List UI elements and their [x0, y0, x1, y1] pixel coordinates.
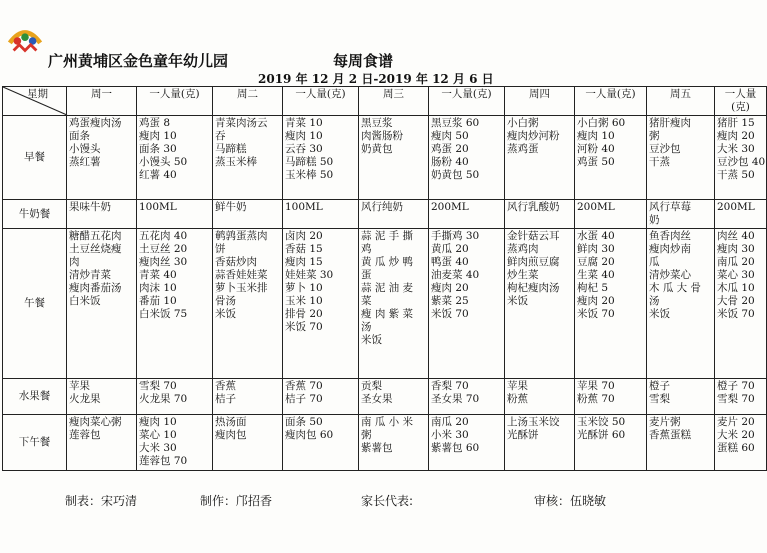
dish-line: 土豆丝烧瘦 [69, 243, 122, 255]
amount-line: 大米 20 [717, 429, 755, 441]
dish-line: 马蹄糕 [215, 143, 247, 155]
amount-line: 黄瓜 20 [431, 243, 469, 255]
dish-line: 肉 [69, 256, 80, 268]
dish-line: 苹果 [69, 380, 90, 392]
amount-cell [137, 415, 213, 471]
dish-cell [359, 116, 429, 200]
amount-header: 一人量(克) [575, 87, 647, 116]
dish-line: 鸡蛋瘦肉汤 [69, 117, 122, 129]
meal-label: 下午餐 [3, 415, 67, 471]
amount-line: 排骨 20 [285, 308, 323, 320]
day-header: 周四 [505, 87, 575, 116]
amount-cell [715, 415, 767, 471]
amount-line: 鲜肉 30 [577, 243, 615, 255]
day-header: 周三 [359, 87, 429, 116]
meal-label: 早餐 [3, 116, 67, 200]
maker-signature: 制表：宋巧清 [65, 494, 138, 508]
amount-line: 鸡蛋 20 [431, 143, 469, 155]
amount-line: 豆沙包 40 [717, 156, 766, 168]
amount-line: 小米 30 [431, 429, 469, 441]
day-header: 周二 [213, 87, 283, 116]
amount-line: 大米 30 [139, 442, 177, 454]
amount-cell [283, 116, 359, 200]
day-header: 周一 [67, 87, 137, 116]
amount-line: 香蕉 70 [285, 380, 323, 392]
amount-line: 青菜 40 [139, 269, 177, 281]
dish-cell [647, 379, 715, 415]
header-row [3, 87, 767, 116]
amount-cell [283, 200, 359, 229]
amount-cell [575, 200, 647, 229]
dish-line: 肉酱肠粉 [361, 130, 403, 142]
dish-line: 炒生菜 [507, 269, 539, 281]
amount-line: 雪梨 70 [717, 393, 755, 405]
dish-line: 糖醋五花肉 [69, 230, 122, 242]
amount-cell [715, 229, 767, 379]
meal-row [3, 200, 767, 229]
amount-line: 苹果 70 [577, 380, 615, 392]
amount-line: 瘦肉 30 [717, 243, 755, 255]
amount-line: 番茄 10 [139, 295, 177, 307]
dish-line: 枸杞瘦肉汤 [507, 282, 560, 294]
dish-line: 桔子 [215, 393, 236, 405]
meal-row [3, 116, 767, 200]
amount-line: 200ML [577, 201, 615, 213]
dish-line: 菜 [361, 295, 372, 307]
dish-line: 鲜肉煎豆腐 [507, 256, 560, 268]
dish-line: 瘦肉包 [215, 429, 247, 441]
amount-cell [283, 229, 359, 379]
dish-cell [213, 116, 283, 200]
dish-line: 干蒸 [649, 156, 670, 168]
dish-cell [67, 415, 137, 471]
amount-cell [715, 116, 767, 200]
amount-line: 木瓜 10 [717, 282, 755, 294]
dish-line: 奶 [649, 214, 660, 226]
amount-line: 100ML [285, 201, 323, 213]
dish-cell [213, 229, 283, 379]
dish-cell [505, 229, 575, 379]
amount-line: 面条 30 [139, 143, 177, 155]
corner-cell [3, 87, 67, 116]
dish-cell [213, 415, 283, 471]
amount-cell [715, 200, 767, 229]
dish-line: 瘦肉番茄汤 [69, 282, 122, 294]
dish-cell [505, 415, 575, 471]
dish-line: 面条 [69, 130, 90, 142]
meal-row [3, 229, 767, 379]
meal-label: 午餐 [3, 229, 67, 379]
amount-line: 菜心 10 [139, 429, 177, 441]
dish-cell [647, 116, 715, 200]
amount-line: 鸡蛋 8 [139, 117, 171, 129]
amount-line: 奶黄包 50 [431, 169, 480, 181]
amount-header: 一人量(克) [283, 87, 359, 116]
amount-line: 火龙果 70 [139, 393, 188, 405]
dish-line: 火龙果 [69, 393, 101, 405]
amount-line: 光酥饼 60 [577, 429, 626, 441]
dish-line: 瘦肉菜心粥 [69, 416, 122, 428]
dish-line: 白米饭 [69, 295, 101, 307]
dish-line: 紫薯包 [361, 442, 393, 454]
dish-cell [505, 200, 575, 229]
dish-cell [647, 200, 715, 229]
amount-line: 肉丝 40 [717, 230, 755, 242]
amount-cell [575, 116, 647, 200]
amount-line: 瘦肉 10 [139, 416, 177, 428]
school-logo [6, 22, 44, 60]
amount-cell [137, 229, 213, 379]
reviewer-signature: 审核：伍晓敏 [534, 494, 607, 508]
amount-header: 一人量(克) [715, 87, 767, 116]
amount-line: 瘦肉 20 [717, 130, 755, 142]
amount-line: 萝卜 10 [285, 282, 323, 294]
amount-line: 瘦肉 50 [431, 130, 469, 142]
dish-line: 上汤玉米饺 [507, 416, 560, 428]
dish-cell [359, 415, 429, 471]
amount-line: 米饭 70 [431, 308, 469, 320]
dish-line: 橙子 [649, 380, 670, 392]
dish-line: 风行草莓 [649, 201, 691, 213]
amount-line: 紫薯包 60 [431, 442, 480, 454]
amount-line: 枸杞 5 [577, 282, 609, 294]
amount-cell [137, 116, 213, 200]
dish-cell [213, 200, 283, 229]
dish-line: 青菜肉汤云 [215, 117, 268, 129]
school-name: 广州黄埔区金色童年幼儿园 [48, 52, 229, 70]
amount-cell [575, 229, 647, 379]
amount-line: 黑豆浆 60 [431, 117, 480, 129]
amount-line: 瘦肉 10 [577, 130, 615, 142]
amount-line: 桔子 70 [285, 393, 323, 405]
dish-cell [67, 229, 137, 379]
amount-line: 青菜 10 [285, 117, 323, 129]
amount-line: 小白粥 60 [577, 117, 626, 129]
dish-cell [505, 379, 575, 415]
dish-line: 木 瓜 大 骨 [649, 282, 702, 294]
dish-line: 金针菇云耳 [507, 230, 560, 242]
dish-line: 骨汤 [215, 295, 236, 307]
amount-line: 菜心 30 [717, 269, 755, 281]
amount-line: 200ML [717, 201, 755, 213]
amount-line: 玉米饺 50 [577, 416, 626, 428]
dish-line: 粉蕉 [507, 393, 528, 405]
amount-line: 红薯 40 [139, 169, 177, 181]
amount-line: 大米 30 [717, 143, 755, 155]
dish-line: 粥 [361, 429, 372, 441]
dish-line: 鹌鹑蛋蒸肉 [215, 230, 268, 242]
amount-line: 土豆丝 20 [139, 243, 188, 255]
dish-cell [505, 116, 575, 200]
dish-line: 清炒菜心 [649, 269, 691, 281]
meal-row [3, 415, 767, 471]
amount-line: 瘦肉 10 [285, 130, 323, 142]
amount-cell [429, 200, 505, 229]
amount-line: 紫菜 25 [431, 295, 469, 307]
dish-line: 汤 [361, 321, 372, 333]
dish-cell [213, 379, 283, 415]
dish-cell [359, 229, 429, 379]
amount-cell [575, 415, 647, 471]
dish-line: 瘦肉炒河粉 [507, 130, 560, 142]
dish-line: 莲蓉包 [69, 429, 101, 441]
dish-line: 蒸玉米棒 [215, 156, 257, 168]
dish-line: 果味牛奶 [69, 201, 111, 213]
dish-line: 蒜香娃娃菜 [215, 269, 268, 281]
dish-line: 贡梨 [361, 380, 382, 392]
amount-line: 圣女果 70 [431, 393, 480, 405]
dish-line: 黑豆浆 [361, 117, 393, 129]
parent-rep-label: 家长代表: [361, 494, 414, 508]
amount-cell [137, 379, 213, 415]
amount-line: 肉沫 10 [139, 282, 177, 294]
amount-line: 娃娃菜 30 [285, 269, 334, 281]
dish-line: 风行乳酸奶 [507, 201, 560, 213]
amount-line: 猪肝 15 [717, 117, 755, 129]
amount-header: 一人量(克) [137, 87, 213, 116]
meal-label: 牛奶餐 [3, 200, 67, 229]
amount-line: 瘦肉包 60 [285, 429, 334, 441]
amount-cell [575, 379, 647, 415]
dish-cell [647, 229, 715, 379]
amount-line: 莲蓉包 70 [139, 455, 188, 467]
amount-line: 干蒸 50 [717, 169, 755, 181]
amount-line: 河粉 40 [577, 143, 615, 155]
dish-line: 蒜 泥 油 麦 [361, 282, 414, 294]
dish-cell [647, 415, 715, 471]
amount-line: 米饭 70 [577, 308, 615, 320]
dish-cell [67, 200, 137, 229]
dish-line: 风行纯奶 [361, 201, 403, 213]
dish-line: 饼 [215, 243, 226, 255]
amount-line: 瘦肉丝 30 [139, 256, 188, 268]
amount-line: 马蹄糕 50 [285, 156, 334, 168]
dish-line: 鲜牛奶 [215, 201, 247, 213]
amount-cell [283, 415, 359, 471]
dish-line: 南 瓜 小 米 [361, 416, 414, 428]
amount-line: 雪梨 70 [139, 380, 177, 392]
amount-line: 大骨 20 [717, 295, 755, 307]
dish-line: 米饭 [361, 334, 382, 346]
dish-cell [67, 116, 137, 200]
dish-line: 雪梨 [649, 393, 670, 405]
dish-cell [359, 200, 429, 229]
dish-line: 奶黄包 [361, 143, 393, 155]
dish-line: 汤 [649, 295, 660, 307]
amount-cell [283, 379, 359, 415]
dish-line: 米饭 [215, 308, 236, 320]
amount-line: 200ML [431, 201, 469, 213]
amount-line: 水蛋 40 [577, 230, 615, 242]
amount-line: 南瓜 20 [717, 256, 755, 268]
amount-line: 100ML [139, 201, 177, 213]
amount-line: 粉蕉 70 [577, 393, 615, 405]
amount-line: 蛋糕 60 [717, 442, 755, 454]
amount-cell [429, 229, 505, 379]
dish-line: 光酥饼 [507, 429, 539, 441]
dish-line: 香菇炒肉 [215, 256, 257, 268]
amount-line: 面条 50 [285, 416, 323, 428]
amount-line: 瘦肉 10 [139, 130, 177, 142]
amount-cell [137, 200, 213, 229]
amount-line: 瘦肉 20 [577, 295, 615, 307]
amount-cell [429, 379, 505, 415]
dish-line: 蒜 泥 手 撕 [361, 230, 414, 242]
dish-line: 蒸鸡肉 [507, 243, 539, 255]
amount-line: 米饭 70 [717, 308, 755, 320]
amount-line: 油麦菜 40 [431, 269, 480, 281]
amount-line: 鸡蛋 50 [577, 156, 615, 168]
dish-line: 蒸鸡蛋 [507, 143, 539, 155]
dish-line: 蛋 [361, 269, 372, 281]
menu-table [2, 86, 767, 471]
amount-cell [429, 415, 505, 471]
amount-line: 肠粉 40 [431, 156, 469, 168]
date-range: 2019 年 12 月 2 日-2019 年 12 月 6 日 [258, 72, 494, 86]
dish-line: 瘦 肉 紫 菜 [361, 308, 414, 320]
dish-line: 清炒青菜 [69, 269, 111, 281]
dish-line: 米饭 [507, 295, 528, 307]
dish-line: 瓜 [649, 256, 660, 268]
page-title: 每周食谱 [333, 52, 394, 70]
amount-cell [429, 116, 505, 200]
amount-line: 卤肉 20 [285, 230, 323, 242]
dish-line: 米饭 [649, 308, 670, 320]
dish-cell [67, 379, 137, 415]
amount-line: 橙子 70 [717, 380, 755, 392]
amount-line: 云吞 30 [285, 143, 323, 155]
dish-line: 苹果 [507, 380, 528, 392]
amount-line: 白米饭 75 [139, 308, 188, 320]
dish-line: 热汤面 [215, 416, 247, 428]
amount-line: 玉米棒 50 [285, 169, 334, 181]
corner-label: 星期 [27, 88, 48, 100]
dish-line: 圣女果 [361, 393, 393, 405]
dish-line: 鸡 [361, 243, 372, 255]
dish-cell [359, 379, 429, 415]
amount-line: 手撕鸡 30 [431, 230, 480, 242]
amount-line: 鸭蛋 40 [431, 256, 469, 268]
amount-line: 小馒头 50 [139, 156, 188, 168]
dish-line: 小白粥 [507, 117, 539, 129]
dish-line: 黄 瓜 炒 鸭 [361, 256, 414, 268]
dish-line: 粥 [649, 130, 660, 142]
dish-line: 萝卜玉米排 [215, 282, 268, 294]
dish-line: 豆沙包 [649, 143, 681, 155]
amount-line: 瘦肉 15 [285, 256, 323, 268]
dish-line: 吞 [215, 130, 226, 142]
amount-line: 生菜 40 [577, 269, 615, 281]
dish-line: 香蕉蛋糕 [649, 429, 691, 441]
amount-line: 南瓜 20 [431, 416, 469, 428]
amount-line: 豆腐 20 [577, 256, 615, 268]
meal-row [3, 379, 767, 415]
dish-line: 鱼香肉丝 [649, 230, 691, 242]
producer-signature: 制作：邝招香 [200, 494, 273, 508]
dish-line: 蒸红薯 [69, 156, 101, 168]
amount-line: 玉米 10 [285, 295, 323, 307]
dish-line: 香蕉 [215, 380, 236, 392]
dish-line: 瘦肉炒南 [649, 243, 691, 255]
dish-line: 小馒头 [69, 143, 101, 155]
amount-cell [715, 379, 767, 415]
amount-header: 一人量(克) [429, 87, 505, 116]
amount-line: 米饭 70 [285, 321, 323, 333]
dish-line: 麦片粥 [649, 416, 681, 428]
day-header: 周五 [647, 87, 715, 116]
amount-line: 瘦肉 20 [431, 282, 469, 294]
amount-line: 香梨 70 [431, 380, 469, 392]
amount-line: 香菇 15 [285, 243, 323, 255]
amount-line: 五花肉 40 [139, 230, 188, 242]
meal-label: 水果餐 [3, 379, 67, 415]
dish-line: 猪肝瘦肉 [649, 117, 691, 129]
amount-line: 麦片 20 [717, 416, 755, 428]
